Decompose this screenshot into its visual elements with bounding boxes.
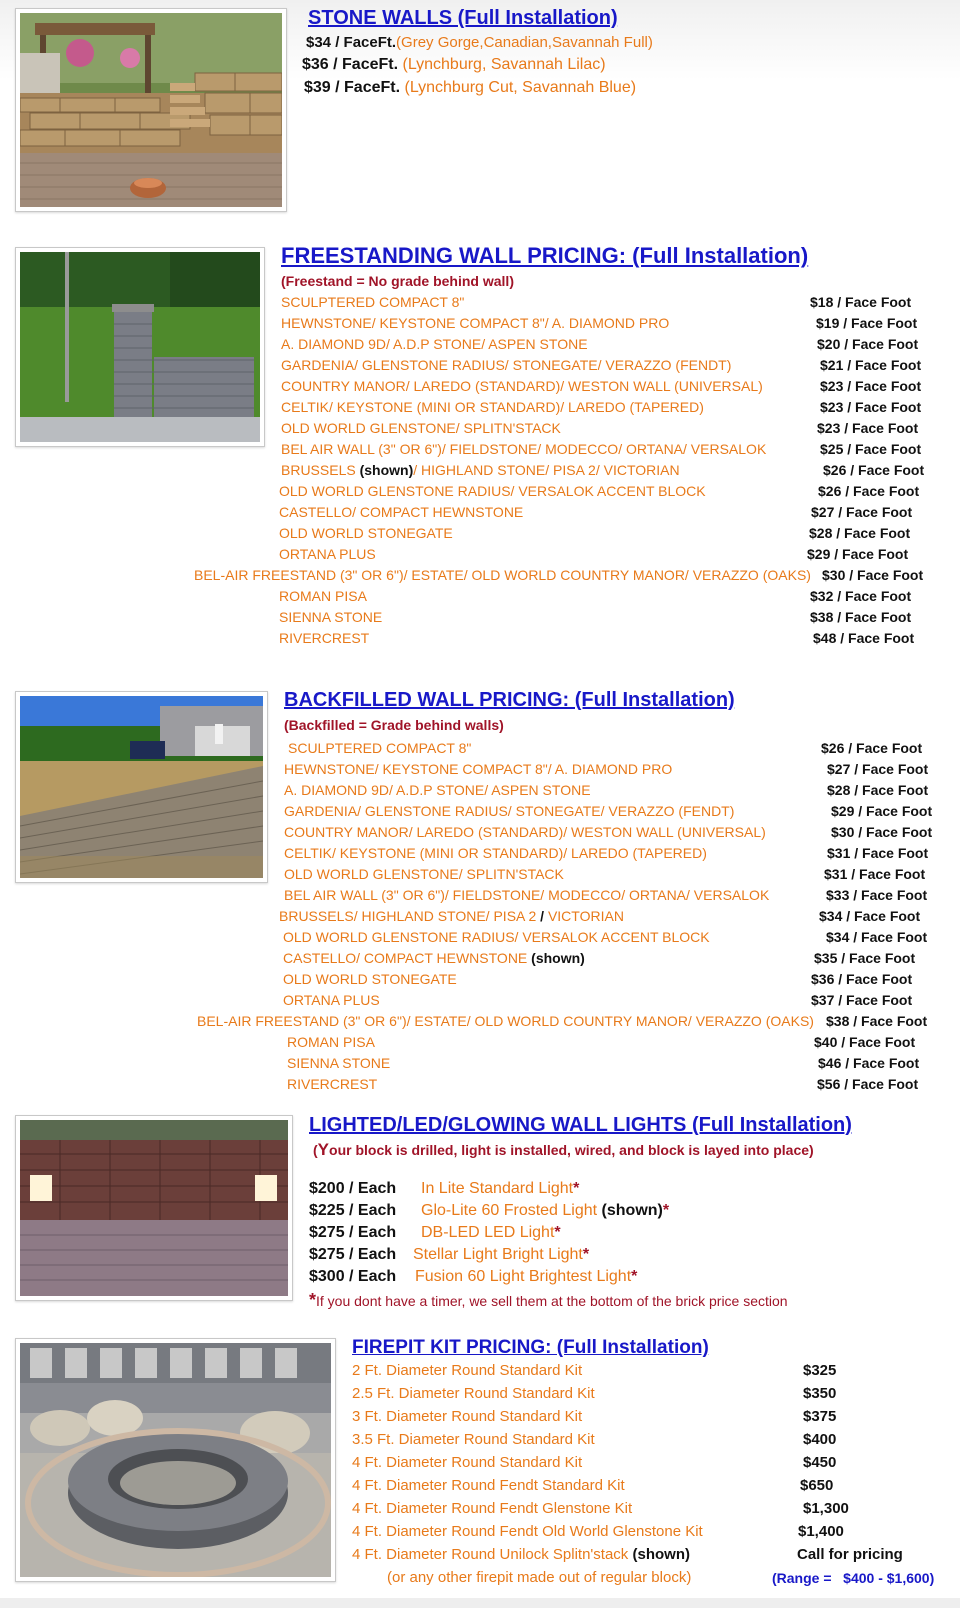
firepit-desc <box>352 1500 632 1517</box>
freestanding-item-name: SCULPTERED COMPACT 8" <box>281 294 465 310</box>
freestanding-item-name: ORTANA PLUS <box>279 546 376 562</box>
backfilled-item-price: $37 / Face Foot <box>811 992 913 1008</box>
wall-light-name: Stellar Light Bright Light <box>413 1246 583 1263</box>
freestanding-row <box>0 525 960 545</box>
footnote-text: If you dont have a timer, we sell them at the bottom of the brick price section <box>316 1293 788 1309</box>
firepit-desc <box>352 1385 595 1402</box>
freestanding-row <box>0 588 960 608</box>
backfilled-item-price: $28 / Face Foot <box>827 782 929 798</box>
backfilled-item-name: HEWNSTONE/ KEYSTONE COMPACT 8"/ A. DIAMOND PRO <box>284 761 673 777</box>
freestanding-item-name: SIENNA STONE <box>279 609 383 625</box>
page-bottom-band <box>0 1598 960 1608</box>
backfilled-row <box>0 950 960 970</box>
wall-light-desc <box>413 1246 589 1264</box>
wall-light-row <box>0 1202 960 1224</box>
stone-walls-desc: (Grey Gorge,Canadian,Savannah Full) <box>396 34 653 51</box>
backfilled-item-name: ROMAN PISA <box>287 1034 375 1050</box>
wall-light-desc <box>421 1224 561 1242</box>
backfilled-item-name: BEL AIR WALL (3" OR 6")/ FIELDSTONE/ MODECCO/ ORTANA/ VERSALOK <box>284 887 770 903</box>
backfilled-item-name: OLD WORLD GLENSTONE/ SPLITN'STACK <box>284 866 564 882</box>
shown-label: (shown) <box>359 462 414 478</box>
backfilled-row <box>0 1076 960 1096</box>
wall-light-price: $275 / Each <box>309 1246 397 1263</box>
item-name-part: / HIGHLAND STONE/ PISA 2/ VICTORIAN <box>413 462 680 478</box>
freestanding-note: (Freestand = No grade behind wall) <box>281 273 514 289</box>
firepit-kit-name: 2.5 Ft. Diameter Round Standard Kit <box>352 1385 595 1402</box>
firepit-row <box>0 1431 960 1453</box>
firepit-footer-desc: (or any other firepit made out of regular block) <box>387 1569 692 1586</box>
firepit-kit-name: 4 Ft. Diameter Round Unilock Splitn'stack <box>352 1546 633 1563</box>
backfilled-item-price: $31 / Face Foot <box>827 845 929 861</box>
wall-light-row <box>0 1180 960 1202</box>
wall-light-name: DB-LED LED Light <box>421 1224 555 1241</box>
freestanding-item-name: RIVERCREST <box>279 630 370 646</box>
freestanding-item-name: A. DIAMOND 9D/ A.D.P STONE/ ASPEN STONE <box>281 336 588 352</box>
backfilled-row <box>0 845 960 865</box>
asterisk: * <box>631 1268 638 1285</box>
backfilled-note: (Backfilled = Grade behind walls) <box>284 717 504 733</box>
freestanding-row <box>0 441 960 461</box>
wall-light-desc <box>421 1202 669 1220</box>
freestanding-item-price: $25 / Face Foot <box>820 441 922 457</box>
stone-walls-price: $36 / FaceFt. <box>302 56 399 73</box>
item-name-part: BRUSSELS <box>281 462 360 478</box>
wall-lights-title[interactable]: LIGHTED/LED/GLOWING WALL LIGHTS (Full Installation) <box>309 1114 852 1136</box>
backfilled-row <box>0 929 960 949</box>
firepit-price: $375 <box>803 1408 837 1425</box>
wall-light-row <box>0 1268 960 1290</box>
firepit-range: (Range = $400 - $1,600) <box>772 1570 935 1586</box>
freestanding-item-price: $29 / Face Foot <box>807 546 909 562</box>
firepit-row <box>0 1385 960 1407</box>
freestanding-item-price: $27 / Face Foot <box>811 504 913 520</box>
freestanding-row <box>0 609 960 629</box>
stone-walls-price: $34 / FaceFt. <box>306 34 397 51</box>
wall-lights-note-text: our block is drilled, light is installed, wired, and block is layed into place) <box>329 1142 814 1158</box>
firepit-price: Call for pricing <box>797 1546 903 1563</box>
backfilled-item-price: $26 / Face Foot <box>821 740 923 756</box>
asterisk: * <box>662 1202 670 1219</box>
freestanding-item-name: GARDENIA/ GLENSTONE RADIUS/ STONEGATE/ VERAZZO (FENDT) <box>281 357 732 373</box>
freestanding-item-price: $23 / Face Foot <box>817 420 919 436</box>
firepit-row <box>0 1408 960 1430</box>
backfilled-row <box>0 803 960 823</box>
backfilled-row <box>0 1055 960 1075</box>
backfilled-item-price: $29 / Face Foot <box>831 803 933 819</box>
freestanding-row <box>0 546 960 566</box>
firepit-title[interactable]: FIREPIT KIT PRICING: (Full Installation) <box>352 1337 709 1358</box>
backfilled-item-name: OLD WORLD STONEGATE <box>283 971 457 987</box>
backfilled-item-name: OLD WORLD GLENSTONE RADIUS/ VERSALOK ACCENT BLOCK <box>283 929 710 945</box>
backfilled-item-name: ORTANA PLUS <box>283 992 380 1008</box>
backfilled-item-price: $30 / Face Foot <box>831 824 933 840</box>
firepit-price: $1,400 <box>798 1523 844 1540</box>
firepit-desc <box>352 1408 582 1425</box>
backfilled-item-price: $27 / Face Foot <box>827 761 929 777</box>
freestanding-row <box>0 378 960 398</box>
backfilled-row <box>0 782 960 802</box>
shown-label: (shown) <box>632 1546 690 1563</box>
backfilled-row <box>0 971 960 991</box>
freestanding-row <box>0 294 960 314</box>
firepit-row <box>0 1454 960 1476</box>
stone-walls-line <box>302 56 606 74</box>
freestanding-item-price: $18 / Face Foot <box>810 294 912 310</box>
freestanding-row <box>0 420 960 440</box>
backfilled-item-price: $56 / Face Foot <box>817 1076 919 1092</box>
item-name-part: CASTELLO/ COMPACT HEWNSTONE <box>283 950 532 966</box>
firepit-desc <box>352 1454 582 1471</box>
asterisk: * <box>573 1180 580 1197</box>
firepit-price: $325 <box>803 1362 837 1379</box>
firepit-desc <box>352 1546 690 1563</box>
freestanding-item-price: $23 / Face Foot <box>820 378 922 394</box>
freestanding-row <box>0 567 960 587</box>
wall-light-row <box>0 1224 960 1246</box>
wall-lights-note-open: ( <box>313 1142 318 1158</box>
backfilled-title[interactable]: BACKFILLED WALL PRICING: (Full Installation) <box>284 689 735 711</box>
asterisk: * <box>582 1246 590 1263</box>
freestanding-item-price: $21 / Face Foot <box>820 357 922 373</box>
backfilled-row <box>0 887 960 907</box>
backfilled-item-price: $33 / Face Foot <box>826 887 928 903</box>
firepit-kit-name: 4 Ft. Diameter Round Fendt Old World Glenstone Kit <box>352 1523 703 1540</box>
freestanding-row <box>0 336 960 356</box>
backfilled-row <box>0 761 960 781</box>
backfilled-item-price: $34 / Face Foot <box>819 908 921 924</box>
freestanding-row <box>0 399 960 419</box>
firepit-price: $1,300 <box>803 1500 849 1517</box>
freestanding-item-name: OLD WORLD STONEGATE <box>279 525 453 541</box>
firepit-kit-name: 4 Ft. Diameter Round Standard Kit <box>352 1454 583 1471</box>
freestanding-item-price: $26 / Face Foot <box>818 483 920 499</box>
firepit-row <box>0 1523 960 1545</box>
wall-lights-note-cap: Y <box>317 1140 330 1159</box>
backfilled-item-price: $35 / Face Foot <box>814 950 916 966</box>
freestanding-item-price: $30 / Face Foot <box>822 567 924 583</box>
freestanding-row <box>0 483 960 503</box>
freestanding-row <box>0 462 960 482</box>
wall-lights-note <box>313 1140 814 1160</box>
firepit-kit-name: 4 Ft. Diameter Round Fendt Standard Kit <box>352 1477 625 1494</box>
stone-walls-desc: (Lynchburg, Savannah Lilac) <box>398 56 606 73</box>
freestanding-item-name <box>281 462 680 478</box>
freestanding-item-price: $19 / Face Foot <box>816 315 918 331</box>
firepit-price: $400 <box>803 1431 837 1448</box>
backfilled-item-price: $46 / Face Foot <box>818 1055 920 1071</box>
item-name-part: BRUSSELS/ HIGHLAND STONE/ PISA 2 <box>279 908 541 924</box>
backfilled-row <box>0 824 960 844</box>
backfilled-item-price: $31 / Face Foot <box>824 866 926 882</box>
backfilled-item-name: CELTIK/ KEYSTONE (MINI OR STANDARD)/ LAREDO (TAPERED) <box>284 845 707 861</box>
firepit-desc <box>352 1523 703 1540</box>
shown-label: (shown) <box>531 950 585 966</box>
firepit-kit-name: 3 Ft. Diameter Round Standard Kit <box>352 1408 583 1425</box>
wall-light-name: Glo-Lite 60 Frosted Light <box>421 1202 602 1219</box>
wall-light-price: $275 / Each <box>309 1224 397 1241</box>
freestanding-row <box>0 630 960 650</box>
wall-light-desc <box>421 1180 579 1198</box>
freestanding-item-name: BEL AIR WALL (3" OR 6")/ FIELDSTONE/ MODECCO/ ORTANA/ VERSALOK <box>281 441 767 457</box>
freestanding-row <box>0 357 960 377</box>
wall-light-name: In Lite Standard Light <box>421 1180 574 1197</box>
backfilled-item-name: A. DIAMOND 9D/ A.D.P STONE/ ASPEN STONE <box>284 782 591 798</box>
backfilled-item-name: SIENNA STONE <box>287 1055 391 1071</box>
stone-walls-line <box>306 34 653 51</box>
item-name-part: VICTORIAN <box>544 908 624 924</box>
backfilled-item-name <box>283 950 585 966</box>
separator: / <box>540 908 545 924</box>
firepit-desc <box>352 1362 582 1379</box>
freestanding-item-name: CELTIK/ KEYSTONE (MINI OR STANDARD)/ LAREDO (TAPERED) <box>281 399 704 415</box>
wall-light-price: $225 / Each <box>309 1202 397 1219</box>
freestanding-item-name: COUNTRY MANOR/ LAREDO (STANDARD)/ WESTON WALL (UNIVERSAL) <box>281 378 763 394</box>
freestanding-row <box>0 504 960 524</box>
firepit-footer-row <box>0 1569 960 1591</box>
freestanding-row <box>0 315 960 335</box>
backfilled-row <box>0 866 960 886</box>
firepit-price: $450 <box>803 1454 837 1471</box>
firepit-kit-name: 4 Ft. Diameter Round Fendt Glenstone Kit <box>352 1500 633 1517</box>
backfilled-row <box>0 1013 960 1033</box>
freestanding-item-price: $20 / Face Foot <box>817 336 919 352</box>
asterisk: * <box>554 1224 561 1241</box>
freestanding-item-name: BEL-AIR FREESTAND (3" OR 6")/ ESTATE/ OLD WORLD COUNTRY MANOR/ VERAZZO (OAKS) <box>194 567 811 583</box>
firepit-kit-name: 3.5 Ft. Diameter Round Standard Kit <box>352 1431 595 1448</box>
freestanding-item-price: $32 / Face Foot <box>810 588 912 604</box>
backfilled-item-name: BEL-AIR FREESTAND (3" OR 6")/ ESTATE/ OLD WORLD COUNTRY MANOR/ VERAZZO (OAKS) <box>197 1013 814 1029</box>
backfilled-item-name <box>279 908 624 924</box>
stone-walls-title[interactable]: STONE WALLS (Full Installation) <box>308 7 618 29</box>
firepit-desc <box>352 1477 625 1494</box>
backfilled-item-price: $36 / Face Foot <box>811 971 913 987</box>
freestanding-item-price: $26 / Face Foot <box>823 462 925 478</box>
shown-label: (shown) <box>601 1202 663 1219</box>
backfilled-item-name: GARDENIA/ GLENSTONE RADIUS/ STONEGATE/ VERAZZO (FENDT) <box>284 803 735 819</box>
wall-light-price: $300 / Each <box>309 1268 397 1285</box>
freestanding-item-name: CASTELLO/ COMPACT HEWNSTONE <box>279 504 524 520</box>
stone-walls-line <box>304 79 636 97</box>
backfilled-item-name: SCULPTERED COMPACT 8" <box>288 740 472 756</box>
firepit-desc <box>352 1431 595 1448</box>
freestanding-item-name: ROMAN PISA <box>279 588 367 604</box>
backfilled-item-price: $40 / Face Foot <box>814 1034 916 1050</box>
backfilled-row <box>0 992 960 1012</box>
firepit-row <box>0 1546 960 1568</box>
stone-walls-price: $39 / FaceFt. <box>304 79 401 96</box>
firepit-row <box>0 1500 960 1522</box>
freestanding-item-name: OLD WORLD GLENSTONE RADIUS/ VERSALOK ACCENT BLOCK <box>279 483 706 499</box>
backfilled-row <box>0 1034 960 1054</box>
stone-walls-desc: (Lynchburg Cut, Savannah Blue) <box>400 79 637 96</box>
backfilled-item-price: $38 / Face Foot <box>826 1013 928 1029</box>
freestanding-item-name: HEWNSTONE/ KEYSTONE COMPACT 8"/ A. DIAMOND PRO <box>281 315 670 331</box>
wall-light-name: Fusion 60 Light Brightest Light <box>415 1268 632 1285</box>
wall-lights-footnote <box>309 1290 788 1311</box>
firepit-row <box>0 1362 960 1384</box>
freestanding-item-price: $38 / Face Foot <box>810 609 912 625</box>
freestanding-title[interactable]: FREESTANDING WALL PRICING: (Full Installation) <box>281 243 809 268</box>
wall-light-price: $200 / Each <box>309 1180 397 1197</box>
firepit-kit-name: 2 Ft. Diameter Round Standard Kit <box>352 1362 583 1379</box>
stone-walls-photo <box>15 8 287 212</box>
backfilled-item-price: $34 / Face Foot <box>826 929 928 945</box>
firepit-price: $350 <box>803 1385 837 1402</box>
backfilled-row <box>0 908 960 928</box>
backfilled-item-name: COUNTRY MANOR/ LAREDO (STANDARD)/ WESTON WALL (UNIVERSAL) <box>284 824 766 840</box>
freestanding-item-price: $28 / Face Foot <box>809 525 911 541</box>
wall-light-row <box>0 1246 960 1268</box>
backfilled-item-name: RIVERCREST <box>287 1076 378 1092</box>
wall-light-desc <box>415 1268 637 1286</box>
freestanding-item-name: OLD WORLD GLENSTONE/ SPLITN'STACK <box>281 420 561 436</box>
freestanding-item-price: $48 / Face Foot <box>813 630 915 646</box>
firepit-row <box>0 1477 960 1499</box>
firepit-price: $650 <box>800 1477 834 1494</box>
backfilled-row <box>0 740 960 760</box>
freestanding-item-price: $23 / Face Foot <box>820 399 922 415</box>
footnote-star: * <box>309 1290 317 1310</box>
